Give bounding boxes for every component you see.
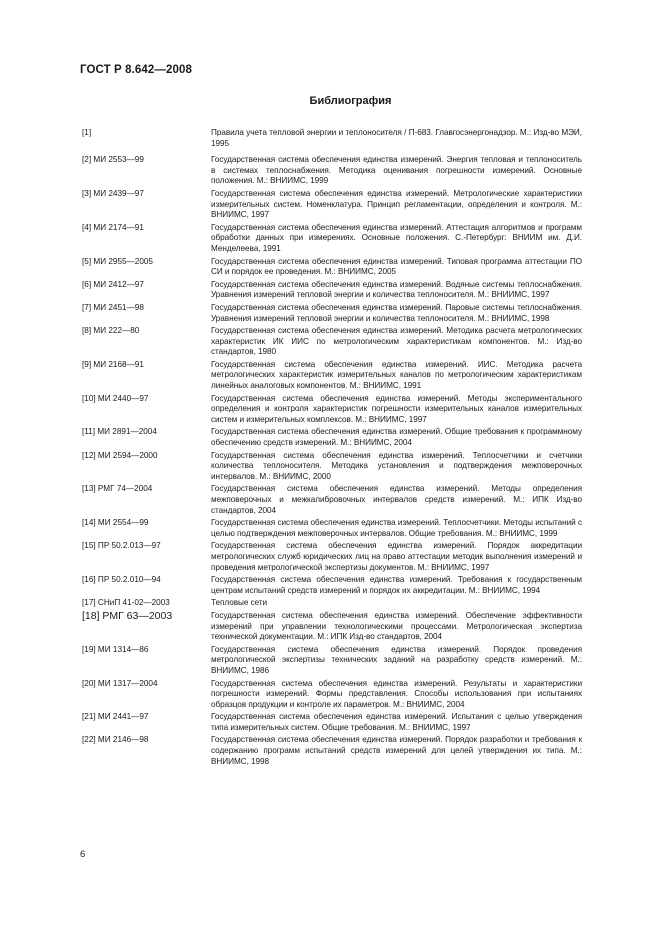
bibliography-entry [82,484,582,516]
entry-reference: [19] МИ 1314—86 [82,644,149,654]
bibliography-entry [82,189,582,221]
entry-reference: [16] ПР 50.2.010—94 [82,575,161,585]
entry-reference: [15] ПР 50.2.013—97 [82,541,161,551]
entry-text: Государственная система обеспечения единства измерений. Результаты и характеристики погрешности измерений. Формы представления. Способы использования при испытаниях образцов продукции и контроле их параметров. М.: ВНИИМС, 2004 [211,678,582,709]
bibliography-entry [82,679,582,711]
entry-text: Государственная система обеспечения единства измерений. Методика расчета метрологических характеристик ИК ИИС по метрологическим характеристикам компонентов. М.: Изд-во стандартов, 1980 [211,326,582,357]
bibliography-entry [82,645,582,677]
entry-text: Государственная система обеспечения единства измерений. Типовая программа аттестации ПО СИ и порядок ее проведения. М.: ВНИИМС, 2005 [211,256,582,277]
bibliography-entry [82,326,582,358]
entry-reference: [9] МИ 2168—91 [82,359,144,369]
bibliography-entry [82,257,582,278]
bibliography-entry [82,598,582,609]
entry-text: Государственная система обеспечения единства измерений. Испытания с целью утверждения типа измерительных систем. Общие требования. М.: ВНИИМС, 1997 [211,712,582,732]
entry-reference: [18] РМГ 63—2003 [82,609,173,622]
bibliography-entry [82,223,582,255]
bibliography-entry [82,128,582,149]
entry-reference: [1] [82,128,92,137]
entry-reference: [21] МИ 2441—97 [82,712,149,722]
entry-text: Государственная система обеспечения единства измерений. Обеспечение эффективности измерений при управлении технологическими процессами. Метрологическая экспертиза технической документации. М.: ИПК Изд-во стандартов, 2004 [211,610,582,642]
entry-text: Государственная система обеспечения единства измерений. Общие требования к программному обеспечению средств измерений. М.: ВНИИМС, 2004 [211,427,582,448]
bibliography-entry [82,280,582,301]
entry-text: Государственная система обеспечения единства измерений. Порядок разработки и требования к содержанию программ испытаний средств измерений для целей утверждения их типа. М.: ВНИИМС, 1998 [211,735,582,766]
entry-text: Государственная система обеспечения единства измерений. Методы экспериментального определения и контроля характеристик погрешности измерительных каналов измерительных систем и измерительных комплексов. М.: ВНИИМС, 1997 [211,393,582,424]
entry-reference: [22] МИ 2146—98 [82,735,149,745]
bibliography-entry [82,427,582,448]
page-number: 6 [80,849,86,860]
bibliography-entry [82,611,582,643]
entry-reference: [11] МИ 2891—2004 [82,427,157,437]
entry-reference: [10] МИ 2440—97 [82,393,149,403]
entry-text: Государственная система обеспечения единства измерений. Метрологические характеристики измерительных систем. Номенклатура. Принцип регламентации, определения и контроля. М.: ВНИИМС, 1997 [211,188,582,220]
bibliography-entry [82,303,582,324]
entry-text: Государственная система обеспечения единства измерений. Теплосчетчики. Методы испытаний с целью подтверждения межповерочных интервалов. Общие требования. М.: ВНИИМС, 1999 [211,518,582,538]
entry-reference: [13] РМГ 74—2004 [82,484,153,494]
entry-text: Государственная система обеспечения единства измерений. Порядок аккредитации метрологических служб юридических лиц на право аттестации методик выполнения измерений и проведения метрологической экспертизы документов. М.: ВНИИМС, 1997 [211,541,582,572]
entry-text: Государственная система обеспечения единства измерений. Аттестация алгоритмов и программ обработки данных при измерениях. Основные положения. С.-Петербург: ВНИИМ им. Д.И. Менделеева, 1991 [211,222,582,253]
entry-text: Государственная система обеспечения единства измерений. Паровые системы теплоснабжения. Уравнения измерений тепловой энергии и количества теплоносителя. М.: ВНИИМС, 1998 [211,302,582,323]
entry-text: Правила учета тепловой энергии и теплоносителя / П-683. Главгосэнергонадзор. М.: Изд-во МЭИ, 1995 [211,128,582,148]
entry-reference: [5] МИ 2955—2005 [82,256,153,266]
bibliography-entry [82,360,582,392]
entry-text: Государственная система обеспечения единства измерений. Теплосчетчики и счетчики количества теплоносителя. Методика установления и подтверждения межповерочных интервалов. М.: ВНИИМС, 2000 [211,450,582,481]
entry-reference: [7] МИ 2451—98 [82,302,144,312]
document-header: ГОСТ Р 8.642—2008 [80,64,192,76]
bibliography-entry [82,575,582,596]
bibliography-entry [82,735,582,767]
entry-text: Государственная система обеспечения единства измерений. Водяные системы теплоснабжения. Уравнения измерений тепловой энергии и количества теплоносителя. М.: ВНИИМС, 1997 [211,279,582,300]
bibliography-entry [82,712,582,733]
entry-text: Государственная система обеспечения единства измерений. Требования к государственным центрам испытаний средств измерений и порядок их аккредитации. М.: ВНИИМС, 1994 [211,575,582,595]
entry-reference: [8] МИ 222—80 [82,326,140,336]
entry-text: Государственная система обеспечения единства измерений. ИИС. Методика расчета метрологических характеристик измерительных каналов по метрологическим характеристикам линейных аналоговых компонентов. М.: ВНИИМС, 1991 [211,359,582,391]
bibliography-entry [82,394,582,426]
entry-reference: [14] МИ 2554—99 [82,518,149,528]
entry-reference: [6] МИ 2412—97 [82,279,144,289]
entry-text: Государственная система обеспечения единства измерений. Энергия тепловая и теплоноситель в системах теплоснабжения. Методика оценивания погрешности измерений. Основные положения. М.: ВНИИМС, 1999 [211,155,582,186]
bibliography-list [82,128,582,769]
entry-text: Государственная система обеспечения единства измерений. Порядок проведения метрологической экспертизы технических заданий на разработку средств измерений. М.: ВНИИМС, 1986 [211,644,582,675]
bibliography-entry [82,518,582,539]
entry-reference: [20] МИ 1317—2004 [82,678,158,688]
page-title: Библиография [309,95,392,107]
entry-reference: [17] СНиП 41-02—2003 [82,598,170,608]
bibliography-entry [82,451,582,483]
entry-reference: [4] МИ 2174—91 [82,222,144,232]
entry-reference: [3] МИ 2439—97 [82,188,144,198]
entry-text: Тепловые сети [211,598,268,608]
entry-text: Государственная система обеспечения единства измерений. Методы определения межповерочных и межкалибровочных интервалов средств измерений. М.: ИПК Изд-во стандартов, 2004 [211,484,582,515]
entry-reference: [2] МИ 2553—99 [82,155,144,165]
bibliography-entry [82,541,582,573]
bibliography-entry [82,155,582,187]
entry-reference: [12] МИ 2594—2000 [82,450,158,460]
